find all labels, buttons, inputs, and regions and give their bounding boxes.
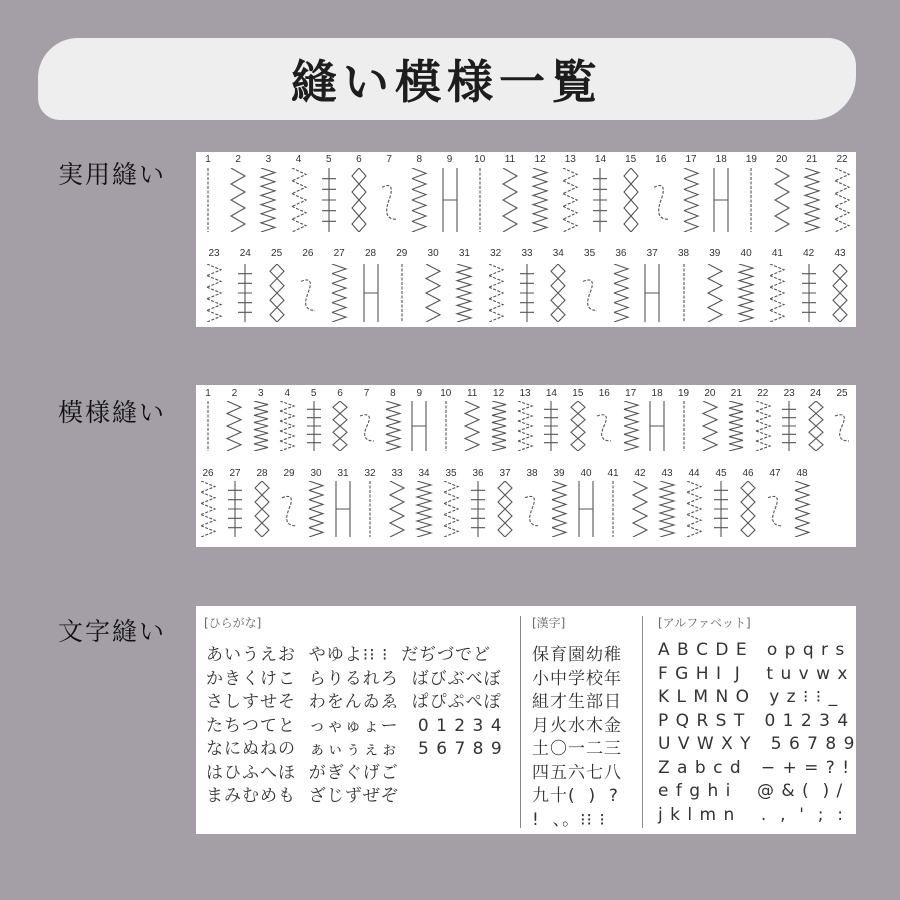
stitch-pattern-icon (773, 168, 791, 232)
title-banner (38, 38, 856, 120)
stitch-number: 15 (625, 154, 637, 165)
stitch-pattern-icon (225, 401, 243, 451)
stitch-pattern-icon (831, 264, 849, 322)
stitch-number: 18 (715, 154, 727, 165)
stitch-number: 4 (284, 388, 291, 399)
stitch-pattern-icon (549, 264, 567, 322)
stitch-number: 26 (302, 248, 314, 259)
stitch-pattern-icon (652, 168, 670, 232)
stitch-number: 15 (572, 388, 584, 399)
stitch-pattern-icon (410, 168, 428, 232)
kanji-row: 組才生部日 (532, 692, 622, 712)
stitch-pattern-icon (388, 481, 406, 537)
alphabet-row: Z a b c d − + = ? ! (658, 757, 851, 778)
stitch-pattern-icon (299, 264, 317, 322)
stitch-pattern-icon (320, 168, 338, 232)
hiragana-row: たちつてと っゃゅょー 0 1 2 3 4 (206, 715, 503, 736)
stitch-number: 35 (445, 468, 457, 479)
stitch-pattern-icon (424, 264, 442, 322)
stitch-pattern-icon (380, 168, 398, 232)
stitch-number: 3 (258, 388, 264, 399)
section-label-utility: 実用縫い (58, 160, 167, 189)
stitch-pattern-icon (701, 401, 719, 451)
stitch-pattern-icon (236, 264, 254, 322)
stitch-pattern-icon (280, 481, 298, 537)
stitch-pattern-icon (330, 264, 348, 322)
stitch-number: 31 (458, 248, 470, 259)
section-label-letters: 文字縫い (58, 617, 167, 646)
stitch-number: 22 (757, 388, 769, 399)
page-title: 縫い模様一覧 (291, 55, 603, 109)
stitch-pattern-icon (631, 481, 649, 537)
stitch-number: 47 (769, 468, 781, 479)
stitch-pattern-icon (290, 168, 308, 232)
stitch-number: 24 (810, 388, 822, 399)
stitch-pattern-icon (793, 481, 811, 537)
stitch-pattern-icon (410, 401, 428, 451)
stitch-pattern-icon (768, 264, 786, 322)
stitch-number: 27 (229, 468, 241, 479)
stitch-number: 23 (208, 248, 220, 259)
stitch-pattern-icon (331, 401, 349, 451)
hiragana-row: なにぬねの ぁぃぅぇぉ 5 6 7 8 9 (206, 739, 503, 759)
stitch-number: 22 (836, 154, 848, 165)
stitch-pattern-icon (595, 401, 613, 451)
stitch-number: 9 (416, 388, 423, 399)
stitch-pattern-icon (800, 264, 818, 322)
stitch-number: 12 (493, 388, 505, 399)
stitch-pattern-icon (199, 481, 217, 537)
stitch-number: 12 (534, 154, 546, 165)
stitch-pattern-icon (712, 168, 730, 232)
stitch-number: 17 (685, 154, 697, 165)
stitch-number: 6 (337, 388, 343, 399)
stitch-number: 8 (416, 154, 423, 165)
kanji-row: 小中学校年 (532, 668, 622, 689)
alphabet-row: F G H I J t u v w x (658, 663, 849, 684)
stitch-number: 6 (356, 154, 362, 165)
stitch-number: 5 (310, 388, 317, 399)
stitch-pattern-icon (780, 401, 798, 451)
stitch-number: 27 (333, 248, 345, 259)
stitch-pattern-icon (706, 264, 724, 322)
stitch-pattern-icon (350, 168, 368, 232)
stitch-number: 36 (615, 248, 627, 259)
stitch-number: 4 (295, 154, 302, 165)
stitch-pattern-icon (542, 401, 560, 451)
stitch-pattern-icon (226, 481, 244, 537)
stitch-pattern-icon (358, 401, 376, 451)
stitch-pattern-icon (471, 168, 489, 232)
stitch-pattern-icon (754, 401, 772, 451)
column-divider (642, 616, 643, 828)
stitch-pattern-icon (278, 401, 296, 451)
stitch-pattern-icon (648, 401, 666, 451)
stitch-number: 11 (504, 154, 516, 165)
alphabet-row: U V W X Y 5 6 7 8 9 (658, 734, 856, 754)
stitch-number: 1 (205, 154, 211, 165)
stitch-number: 19 (677, 388, 690, 399)
stitch-pattern-icon (550, 481, 568, 537)
hiragana-title: [ひらがな] (204, 616, 262, 630)
letter-stitch-panel (196, 606, 856, 834)
stitch-number: 23 (783, 388, 795, 399)
stitch-pattern-icon (463, 401, 481, 451)
utility-stitch-panel (196, 152, 856, 327)
kanji-row: 九十( ) ? (532, 786, 619, 806)
stitch-number: 25 (836, 388, 848, 399)
stitch-pattern-icon (591, 168, 609, 232)
stitch-number: 7 (386, 154, 392, 165)
stitch-number: 43 (834, 248, 846, 259)
kanji-row: 四五六七八 (532, 762, 622, 783)
stitch-pattern-icon (361, 481, 379, 537)
stitch-pattern-icon (441, 168, 459, 232)
stitch-pattern-icon (334, 481, 352, 537)
stitch-number: 39 (709, 248, 721, 259)
stitch-number: 45 (715, 468, 727, 479)
stitch-pattern-icon (437, 401, 455, 451)
stitch-number: 34 (552, 248, 564, 259)
stitch-pattern-icon (604, 481, 622, 537)
stitch-pattern-icon (469, 481, 487, 537)
stitch-number: 37 (646, 248, 658, 259)
stitch-pattern-icon (622, 401, 640, 451)
stitch-number: 8 (390, 388, 396, 399)
stitch-number: 13 (519, 388, 531, 399)
stitch-number: 17 (625, 388, 637, 399)
stitch-pattern-icon (833, 401, 851, 451)
hiragana-row: まみむめも ざじずぜぞ (206, 786, 399, 806)
stitch-number: 14 (594, 154, 607, 165)
stitch-number: 21 (730, 388, 742, 399)
stitch-pattern-icon (581, 264, 599, 322)
alphabet-row: A B C D E o p q r s (658, 640, 846, 660)
stitch-number: 43 (661, 468, 673, 479)
stitch-pattern-icon (305, 401, 323, 451)
stitch-number: 3 (265, 154, 272, 165)
stitch-number: 34 (418, 468, 430, 479)
stitch-number: 30 (310, 468, 322, 479)
stitch-number: 21 (806, 154, 818, 165)
stitch-pattern-icon (643, 264, 661, 322)
stitch-number: 10 (474, 154, 486, 165)
stitch-pattern-icon (393, 264, 411, 322)
stitch-pattern-icon (487, 264, 505, 322)
alphabet-row: K L M N O y z ⁝ ⁝ _ (658, 687, 839, 707)
stitch-number: 16 (655, 154, 667, 165)
stitch-number: 39 (553, 468, 565, 479)
stitch-number: 28 (256, 468, 268, 479)
stitch-number: 32 (490, 248, 502, 259)
hiragana-row: かきくけこ らりるれろ ばびぶべぼ (206, 668, 502, 689)
stitch-number: 41 (771, 248, 783, 259)
stitch-pattern-icon (577, 481, 595, 537)
stitch-pattern-icon (252, 401, 270, 451)
column-divider (520, 616, 521, 828)
kanji-row: 土〇一二三 (532, 739, 622, 759)
stitch-number: 32 (364, 468, 376, 479)
stitch-number: 44 (688, 468, 700, 479)
kanji-row: 保育園幼稚 (532, 645, 622, 665)
hiragana-row: はひふへほ がぎぐげご (206, 762, 399, 783)
alphabet-row: j k l m n . , ' ; : (658, 804, 845, 825)
stitch-pattern-icon (682, 168, 700, 232)
alphabet-row: P Q R S T 0 1 2 3 4 (658, 710, 850, 731)
stitch-pattern-icon (561, 168, 579, 232)
stitch-pattern-icon (569, 401, 587, 451)
stitch-pattern-icon (675, 264, 693, 322)
kanji-row: ! 、。⁝⁝ ⁝ (532, 809, 606, 830)
stitch-number: 16 (598, 388, 610, 399)
stitch-pattern-icon (807, 401, 825, 451)
stitch-number: 42 (803, 248, 815, 259)
stitch-number: 14 (545, 388, 557, 399)
stitch-number: 29 (283, 468, 295, 479)
stitch-number: 1 (205, 388, 211, 399)
stitch-pattern-icon (205, 264, 223, 322)
stitch-pattern-icon (742, 168, 760, 232)
stitch-number: 42 (634, 468, 646, 479)
stitch-number: 9 (446, 154, 453, 165)
stitch-pattern-icon (362, 264, 380, 322)
stitch-pattern-icon (523, 481, 541, 537)
stitch-pattern-icon (268, 264, 286, 322)
stitch-number: 2 (231, 388, 238, 399)
stitch-pattern-icon (384, 401, 402, 451)
stitch-pattern-icon (675, 401, 693, 451)
stitch-pattern-icon (516, 401, 534, 451)
kanji-title: [漢字] (532, 616, 566, 630)
stitch-number: 2 (235, 154, 241, 165)
alphabet-title: [アルファベット] (658, 616, 751, 630)
stitch-pattern-icon (622, 168, 640, 232)
stitch-number: 38 (526, 468, 538, 479)
stitch-pattern-icon (496, 481, 514, 537)
stitch-pattern-icon (712, 481, 730, 537)
stitch-number: 48 (796, 468, 808, 479)
stitch-pattern-icon (501, 168, 519, 232)
stitch-number: 28 (364, 248, 377, 259)
stitch-pattern-icon (658, 481, 676, 537)
stitch-pattern-icon (737, 264, 755, 322)
stitch-pattern-icon (739, 481, 757, 537)
stitch-number: 13 (564, 154, 576, 165)
stitch-number: 20 (776, 154, 788, 165)
stitch-number: 30 (427, 248, 439, 259)
stitch-number: 46 (742, 468, 754, 479)
stitch-number: 19 (745, 154, 757, 165)
stitch-pattern-icon (415, 481, 433, 537)
alphabet-row: e f g h i @ & ( ) / (658, 781, 844, 801)
stitch-number: 33 (521, 248, 533, 259)
hiragana-row: さしすせそ わをんゐゑ ぱぴぷぺぽ (206, 692, 502, 712)
stitch-number: 10 (440, 388, 452, 399)
stitch-pattern-icon (490, 401, 508, 451)
section-label-decorative: 模様縫い (58, 398, 167, 427)
stitch-number: 40 (580, 468, 592, 479)
stitch-number: 41 (607, 468, 619, 479)
stitch-number: 25 (271, 248, 283, 259)
stitch-pattern-icon (531, 168, 549, 232)
stitch-number: 11 (466, 388, 478, 399)
stitch-number: 26 (202, 468, 214, 479)
decorative-stitch-panel (196, 385, 856, 547)
stitch-pattern-icon (518, 264, 536, 322)
kanji-row: 月火水木金 (532, 715, 622, 736)
stitch-pattern-icon (253, 481, 271, 537)
stitch-pattern-icon (685, 481, 703, 537)
stitch-pattern-icon (199, 168, 217, 232)
stitch-pattern-icon (455, 264, 473, 322)
stitch-number: 31 (337, 468, 349, 479)
stitch-pattern-icon (766, 481, 784, 537)
stitch-number: 7 (363, 388, 370, 399)
hiragana-row: あいうえお やゆよ⁝⁝ ⁝ だぢづでど (206, 645, 492, 665)
stitch-pattern-icon (199, 401, 217, 451)
stitch-number: 29 (396, 248, 408, 259)
stitch-number: 40 (740, 248, 752, 259)
stitch-number: 24 (239, 248, 251, 259)
stitch-number: 5 (325, 154, 332, 165)
stitch-number: 20 (704, 388, 716, 399)
stitch-number: 18 (651, 388, 663, 399)
stitch-number: 36 (472, 468, 484, 479)
stitch-pattern-icon (803, 168, 821, 232)
stitch-number: 37 (499, 468, 511, 479)
stitch-pattern-icon (442, 481, 460, 537)
stitch-pattern-icon (259, 168, 277, 232)
stitch-pattern-icon (307, 481, 325, 537)
stitch-pattern-icon (229, 168, 247, 232)
stitch-number: 38 (677, 248, 690, 259)
stitch-number: 35 (584, 248, 596, 259)
stitch-pattern-icon (727, 401, 745, 451)
stitch-pattern-icon (612, 264, 630, 322)
stitch-number: 33 (391, 468, 403, 479)
stitch-pattern-icon (833, 168, 851, 232)
